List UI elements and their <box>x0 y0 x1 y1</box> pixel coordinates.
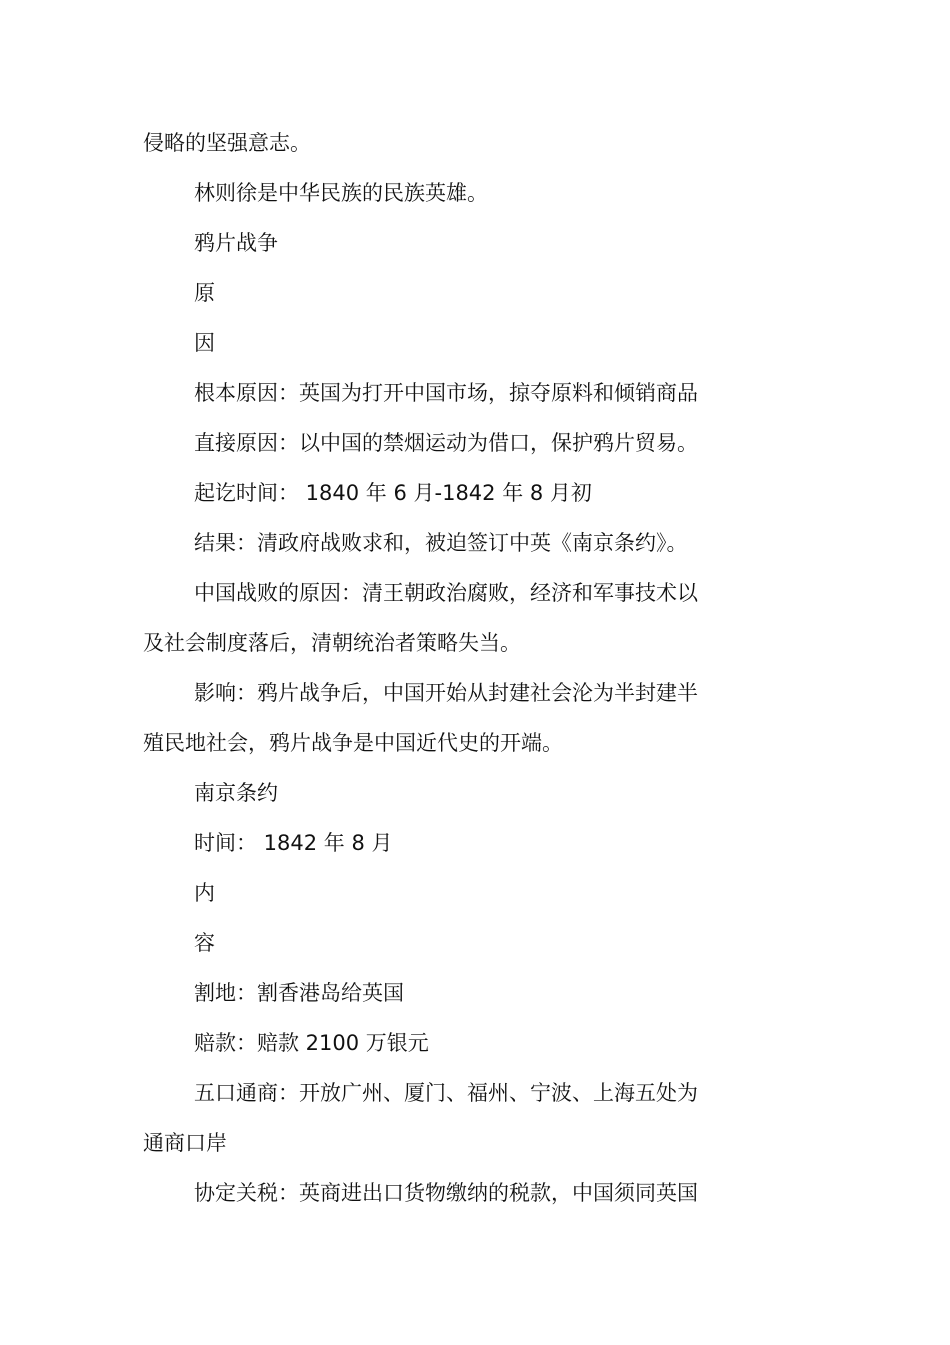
text-line: 结果：清政府战败求和，被迫签订中英《南京条约》。 <box>194 531 688 555</box>
text-line: 及社会制度落后，清朝统治者策略失当。 <box>143 631 521 655</box>
text-column <box>143 118 748 1218</box>
text-line: 林则徐是中华民族的民族英雄。 <box>194 181 488 205</box>
section-heading: 南京条约 <box>194 781 278 805</box>
text-line: 殖民地社会，鸦片战争是中国近代史的开端。 <box>143 731 563 755</box>
text-line: 中国战败的原因：清王朝政治腐败，经济和军事技术以 <box>194 581 698 605</box>
text-line: 时间： 1842 年 8 月 <box>194 831 393 855</box>
text-line: 容 <box>194 931 215 955</box>
text-line: 影响：鸦片战争后，中国开始从封建社会沦为半封建半 <box>194 681 698 705</box>
text-line: 直接原因：以中国的禁烟运动为借口，保护鸦片贸易。 <box>194 431 698 455</box>
text-line: 通商口岸 <box>143 1131 227 1155</box>
text-line: 因 <box>194 331 215 355</box>
text-line: 赔款：赔款 2100 万银元 <box>194 1031 429 1055</box>
text-line: 五口通商：开放广州、厦门、福州、宁波、上海五处为 <box>194 1081 698 1105</box>
text-line: 协定关税：英商进出口货物缴纳的税款，中国须同英国 <box>194 1181 698 1205</box>
section-heading: 鸦片战争 <box>194 231 278 255</box>
text-line: 起讫时间： 1840 年 6 月-1842 年 8 月初 <box>194 481 592 505</box>
text-line: 割地：割香港岛给英国 <box>194 981 404 1005</box>
text-line: 根本原因：英国为打开中国市场，掠夺原料和倾销商品 <box>194 381 698 405</box>
text-line: 侵略的坚强意志。 <box>143 131 311 155</box>
text-line: 内 <box>194 881 215 905</box>
text-line: 原 <box>194 281 215 305</box>
